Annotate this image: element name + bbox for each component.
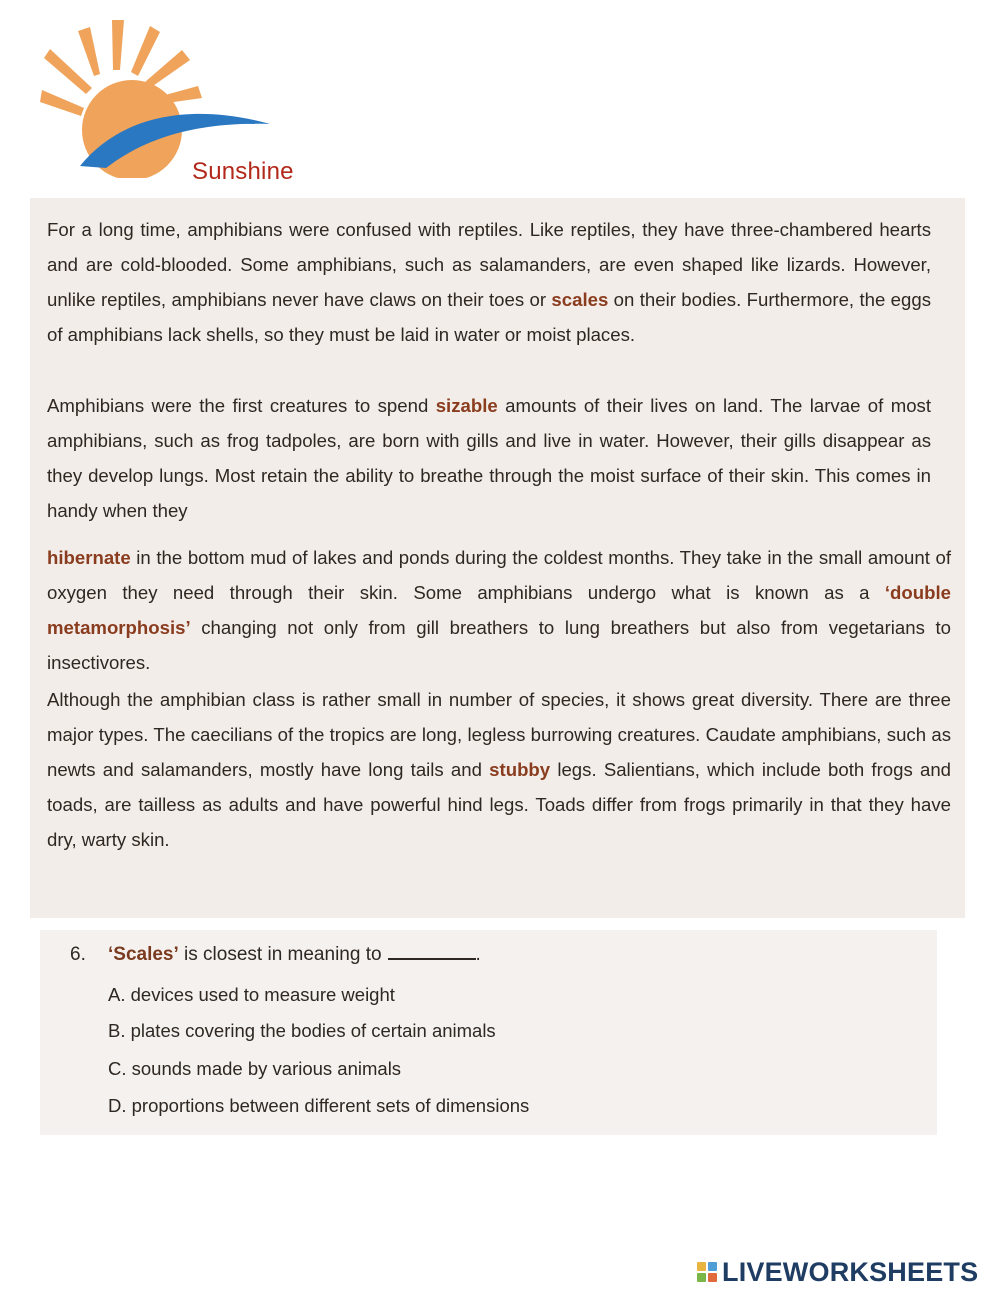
text-run: legs. Salientians, which include both frogs and toads, are tailless as adults and have powerful hind legs. Toads differ from frogs primarily in that they have dry, warty skin. [47,759,951,850]
logo-brand-text: Sunshine [192,158,294,185]
question-text: is closest in meaning to [178,944,382,965]
option-a[interactable]: A. devices used to measure weight [108,984,395,1005]
logo-tile-v [697,1273,706,1282]
text-run: For a long time, amphibians were confused with reptiles. Like reptiles, they have three-chambered hearts and are cold-blooded. Some amphibians, such as salamanders, are even shaped like lizards. However, unlike reptiles, amphibians never have claws on their toes or [47,219,931,310]
text-run: Although the amphibian class is rather small in number of species, it shows great diversity. There are three major types. The caecilians of the tropics are long, legless burrowing creatures. Caudate amphibians, such as newts and salamanders, mostly have long tails and [47,689,951,780]
option-d[interactable]: D. proportions between different sets of dimensions [108,1095,530,1116]
question-keyword: ‘Scales’ [108,944,179,965]
question-end: . [475,944,481,965]
answer-blank[interactable] [388,957,476,960]
question-stem [70,944,481,966]
option-c[interactable]: C. sounds made by various animals [108,1058,402,1079]
text-run: in the bottom mud of lakes and ponds during the coldest months. They take in the small amount of oxygen they need through their skin. Some amphibians undergo what is known as a [47,547,951,603]
bold-keyword: ‘double metamorphosis’ [47,582,951,638]
liveworksheets-brand-text: LIVEWORKSHEETS [722,1256,979,1287]
paragraph-4 [47,682,951,857]
logo-tile-i [708,1262,717,1271]
bold-keyword: stubby [489,759,551,780]
question-6 [40,930,937,1135]
liveworksheets-logo-icon [697,1262,717,1282]
logo-tile-l [697,1262,706,1271]
paragraph-2 [47,388,931,528]
liveworksheets-footer [697,1258,978,1286]
text-run: Amphibians were the first creatures to spend [47,395,436,416]
reading-passage [30,198,965,918]
sunshine-logo [40,18,294,185]
text-run: changing not only from gill breathers to lung breathers but also from vegetarians to insectivores. [47,617,951,673]
paragraph-1 [47,212,931,352]
option-b[interactable]: B. plates covering the bodies of certain animals [108,1020,496,1041]
bold-keyword: hibernate [47,547,131,568]
text-run: amounts of their lives on land. The larvae of most amphibians, such as frog tadpoles, are born with gills and live in water. However, their gills disappear as they develop lungs. Most retain the ability to breathe through the moist surface of their skin. This comes in handy when they [47,395,932,521]
text-run: on their bodies. Furthermore, the eggs of amphibians lack shells, so they must be laid in water or moist places. [47,289,932,345]
bold-keyword: scales [551,289,609,310]
paragraph-3 [47,540,951,680]
logo-tile-e [708,1273,717,1282]
bold-keyword: sizable [435,395,498,416]
sun-wave-icon [40,18,280,178]
question-number: 6. [70,944,86,965]
